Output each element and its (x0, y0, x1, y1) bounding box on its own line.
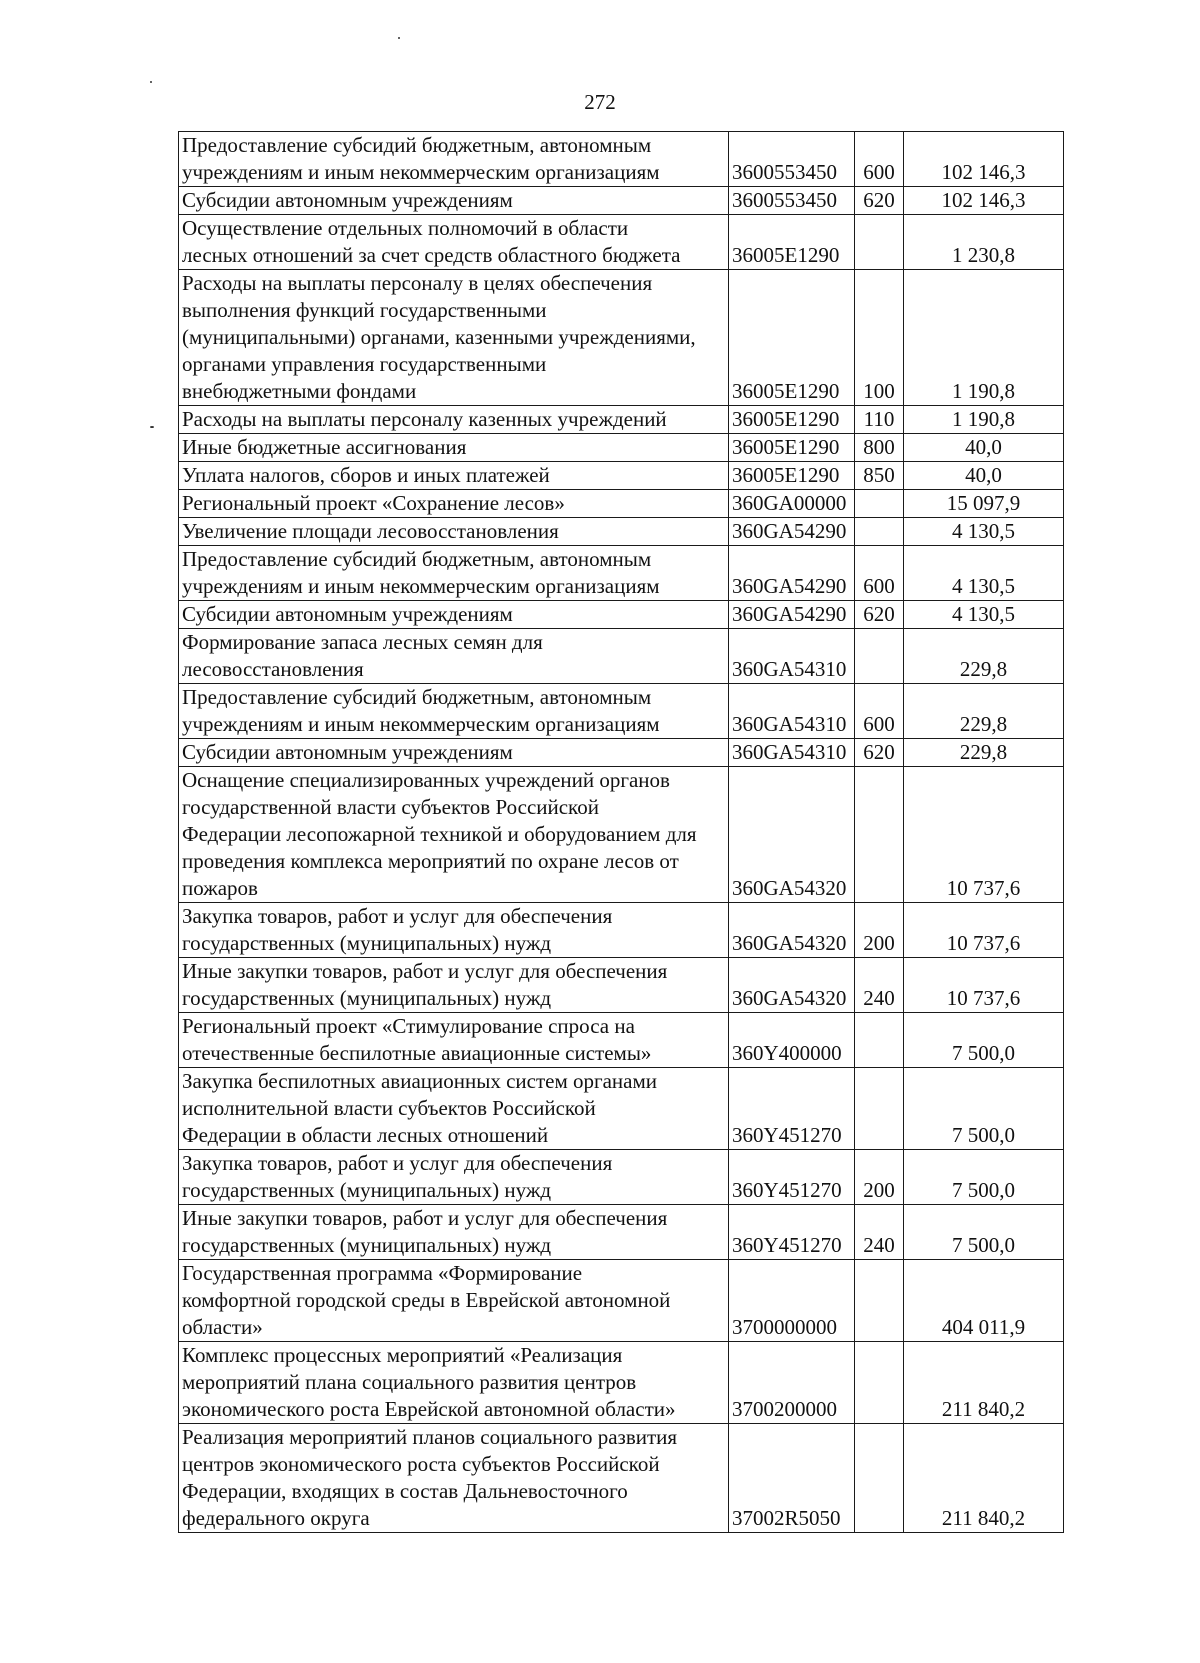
cell-type: 600 (855, 546, 904, 601)
cell-sum: 211 840,2 (904, 1342, 1064, 1424)
cell-sum: 102 146,3 (904, 132, 1064, 187)
cell-code: 360GA54290 (729, 601, 855, 629)
cell-name: Реализация мероприятий планов социального развития центров экономического роста субъектов Российской Федерации, входящих в состав Дальневосточного федерального округа (179, 1424, 729, 1533)
cell-sum: 7 500,0 (904, 1013, 1064, 1068)
cell-code: 360GA54310 (729, 739, 855, 767)
cell-type (855, 1424, 904, 1533)
table-row (179, 739, 1064, 767)
table-row (179, 1260, 1064, 1342)
cell-sum: 10 737,6 (904, 767, 1064, 903)
cell-code: 360GA54290 (729, 518, 855, 546)
table-row (179, 187, 1064, 215)
cell-sum: 4 130,5 (904, 546, 1064, 601)
table-row (179, 601, 1064, 629)
cell-name: Уплата налогов, сборов и иных платежей (179, 462, 729, 490)
cell-name: Увеличение площади лесовосстановления (179, 518, 729, 546)
cell-name: Предоставление субсидий бюджетным, автономным учреждениям и иным некоммерческим организациям (179, 546, 729, 601)
cell-type: 200 (855, 1150, 904, 1205)
cell-name: Комплекс процессных мероприятий «Реализация мероприятий плана социального развития центров экономического роста Еврейской автономной области» (179, 1342, 729, 1424)
cell-name: Осуществление отдельных полномочий в области лесных отношений за счет средств областного бюджета (179, 215, 729, 270)
cell-name: Иные закупки товаров, работ и услуг для обеспечения государственных (муниципальных) нужд (179, 1205, 729, 1260)
table-row (179, 1342, 1064, 1424)
cell-name: Субсидии автономным учреждениям (179, 601, 729, 629)
cell-code: 360GA54320 (729, 958, 855, 1013)
cell-type: 240 (855, 958, 904, 1013)
cell-sum: 1 230,8 (904, 215, 1064, 270)
cell-code: 360Y451270 (729, 1150, 855, 1205)
cell-name: Государственная программа «Формирование комфортной городской среды в Еврейской автономной области» (179, 1260, 729, 1342)
cell-name: Предоставление субсидий бюджетным, автономным учреждениям и иным некоммерческим организациям (179, 684, 729, 739)
cell-code: 360Y451270 (729, 1205, 855, 1260)
cell-code: 36005E1290 (729, 270, 855, 406)
cell-code: 36005E1290 (729, 434, 855, 462)
cell-type (855, 490, 904, 518)
table-body (179, 132, 1064, 1533)
cell-sum: 4 130,5 (904, 601, 1064, 629)
cell-type (855, 1068, 904, 1150)
cell-sum: 1 190,8 (904, 406, 1064, 434)
cell-code: 3700200000 (729, 1342, 855, 1424)
cell-code: 360Y400000 (729, 1013, 855, 1068)
cell-type: 800 (855, 434, 904, 462)
cell-type: 620 (855, 601, 904, 629)
cell-code: 36005E1290 (729, 215, 855, 270)
cell-code: 360GA00000 (729, 490, 855, 518)
cell-type (855, 1013, 904, 1068)
table-row (179, 903, 1064, 958)
cell-name: Предоставление субсидий бюджетным, автономным учреждениям и иным некоммерческим организациям (179, 132, 729, 187)
cell-name: Расходы на выплаты персоналу казенных учреждений (179, 406, 729, 434)
table-row (179, 434, 1064, 462)
table-row (179, 132, 1064, 187)
cell-name: Закупка беспилотных авиационных систем органами исполнительной власти субъектов Российской Федерации в области лесных отношений (179, 1068, 729, 1150)
cell-code: 37002R5050 (729, 1424, 855, 1533)
cell-name: Закупка товаров, работ и услуг для обеспечения государственных (муниципальных) нужд (179, 1150, 729, 1205)
cell-sum: 40,0 (904, 462, 1064, 490)
cell-sum: 40,0 (904, 434, 1064, 462)
cell-name: Оснащение специализированных учреждений органов государственной власти субъектов Российской Федерации лесопожарной техникой и оборудованием для проведения комплекса мероприятий по охране лесов от пожаров (179, 767, 729, 903)
table-row (179, 767, 1064, 903)
cell-name: Региональный проект «Стимулирование спроса на отечественные беспилотные авиационные системы» (179, 1013, 729, 1068)
cell-type (855, 767, 904, 903)
cell-name: Закупка товаров, работ и услуг для обеспечения государственных (муниципальных) нужд (179, 903, 729, 958)
budget-table (178, 131, 1064, 1533)
cell-type: 100 (855, 270, 904, 406)
cell-sum: 7 500,0 (904, 1205, 1064, 1260)
table-row (179, 684, 1064, 739)
cell-code: 36005E1290 (729, 462, 855, 490)
table-row (179, 406, 1064, 434)
cell-sum: 10 737,6 (904, 903, 1064, 958)
cell-sum: 1 190,8 (904, 270, 1064, 406)
cell-type (855, 215, 904, 270)
table-row (179, 958, 1064, 1013)
cell-sum: 7 500,0 (904, 1068, 1064, 1150)
cell-code: 3600553450 (729, 132, 855, 187)
cell-type: 110 (855, 406, 904, 434)
cell-code: 360GA54310 (729, 684, 855, 739)
table-row (179, 518, 1064, 546)
cell-sum: 404 011,9 (904, 1260, 1064, 1342)
cell-sum: 102 146,3 (904, 187, 1064, 215)
table-row (179, 629, 1064, 684)
cell-sum: 211 840,2 (904, 1424, 1064, 1533)
table-row (179, 1205, 1064, 1260)
scan-speck (150, 426, 154, 428)
cell-name: Иные закупки товаров, работ и услуг для обеспечения государственных (муниципальных) нужд (179, 958, 729, 1013)
cell-type: 620 (855, 187, 904, 215)
cell-type: 850 (855, 462, 904, 490)
cell-name: Расходы на выплаты персоналу в целях обеспечения выполнения функций государственными (муниципальными) органами, казенными учреждениями, органами управления государственными внебюджетными фондами (179, 270, 729, 406)
cell-type: 620 (855, 739, 904, 767)
table-row (179, 1150, 1064, 1205)
cell-sum: 7 500,0 (904, 1150, 1064, 1205)
cell-type: 600 (855, 132, 904, 187)
cell-code: 360Y451270 (729, 1068, 855, 1150)
scan-speck (398, 37, 400, 39)
cell-code: 360GA54290 (729, 546, 855, 601)
cell-type (855, 1260, 904, 1342)
cell-sum: 229,8 (904, 739, 1064, 767)
table-row (179, 270, 1064, 406)
table-row (179, 215, 1064, 270)
cell-sum: 15 097,9 (904, 490, 1064, 518)
cell-sum: 229,8 (904, 684, 1064, 739)
cell-name: Субсидии автономным учреждениям (179, 739, 729, 767)
cell-code: 3700000000 (729, 1260, 855, 1342)
cell-name: Региональный проект «Сохранение лесов» (179, 490, 729, 518)
page-number: 272 (584, 90, 616, 114)
cell-name: Субсидии автономным учреждениям (179, 187, 729, 215)
cell-code: 360GA54310 (729, 629, 855, 684)
cell-type (855, 629, 904, 684)
cell-type (855, 518, 904, 546)
cell-sum: 229,8 (904, 629, 1064, 684)
table-row (179, 1424, 1064, 1533)
cell-code: 360GA54320 (729, 903, 855, 958)
cell-sum: 4 130,5 (904, 518, 1064, 546)
cell-type: 240 (855, 1205, 904, 1260)
cell-type (855, 1342, 904, 1424)
cell-code: 36005E1290 (729, 406, 855, 434)
cell-name: Иные бюджетные ассигнования (179, 434, 729, 462)
table-row (179, 462, 1064, 490)
cell-sum: 10 737,6 (904, 958, 1064, 1013)
scan-speck (150, 81, 152, 83)
table-row (179, 546, 1064, 601)
table-row (179, 1013, 1064, 1068)
cell-code: 360GA54320 (729, 767, 855, 903)
cell-name: Формирование запаса лесных семян для лесовосстановления (179, 629, 729, 684)
cell-type: 200 (855, 903, 904, 958)
cell-code: 3600553450 (729, 187, 855, 215)
table-row (179, 1068, 1064, 1150)
table-row (179, 490, 1064, 518)
cell-type: 600 (855, 684, 904, 739)
